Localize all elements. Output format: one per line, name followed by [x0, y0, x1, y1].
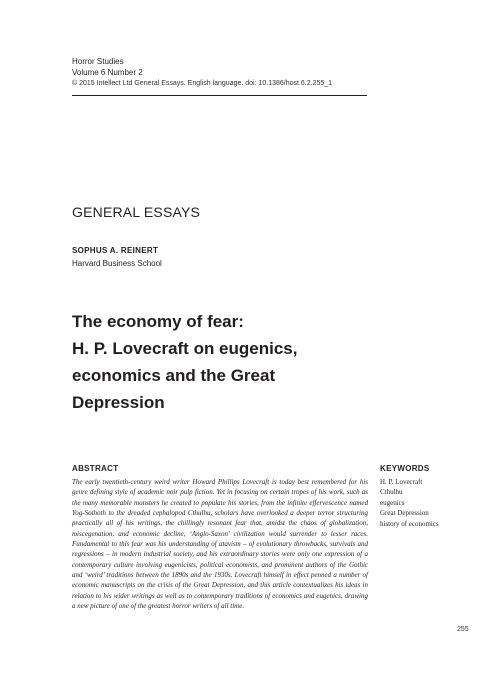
author-affiliation: Harvard Business School [72, 259, 162, 268]
author-name: SOPHUS A. REINERT [72, 246, 159, 255]
abstract-text: The early twentieth-century weird writer Howard Phillips Lovecraft is today best remembered for his genre defining style of academic noir pulp fiction. Yet in focusing on certain tropes of his work, such as the many memorable monsters he created to populate his stories, from the infinite effervescence named Yog-Sothoth to the dreaded cephalopod Cthulhu, scholars have overlooked a deeper terror structuring practically all of his writings, the chillingly resonant fear that, amidst the chaos of globalization, miscegenation, and economic decline, ‘Anglo-Saxon’ civilization would surrender to lesser races. Fundamental to this fear was his understanding of atavism – of evolutionary throwbacks, survivals and regressions – in modern industrial society, and his extraordinary stories were only one expression of a contemporary culture involving eugenicists, political economists, and prominent authors of the Gothic and ‘weird’ traditions between the 1890s and the 1930s. Lovecraft himself in effect penned a number of economic manuscripts on the crisis of the Great Depression, and this article contextualizes his ideas in relation to his wider writings as well as to contemporary traditions of economics and eugenics, drawing a new picture of one of the greatest horror writers of all time. [72, 478, 368, 611]
copyright-doi: © 2015 Intellect Ltd General Essays. English language. doi: 10.1386/host.6.2.255_1 [72, 80, 333, 87]
title-line: Depression [72, 393, 165, 412]
title-line: H. P. Lovecraft on eugenics, [72, 339, 298, 358]
keyword-item: H. P. Lovecraft [380, 478, 423, 486]
section-label: GENERAL ESSAYS [72, 204, 201, 220]
keywords-heading: KEYWORDS [380, 464, 430, 473]
abstract-heading: ABSTRACT [72, 464, 119, 473]
title-line: economics and the Great [72, 366, 276, 385]
keyword-item: eugenics [380, 498, 405, 507]
keyword-item: Cthulhu [380, 488, 403, 497]
page-number: 255 [457, 626, 469, 633]
journal-title: Horror Studies [72, 57, 124, 66]
keyword-item: Great Depression [380, 509, 429, 518]
journal-volume: Volume 6 Number 2 [72, 68, 143, 77]
header-rule [72, 95, 367, 96]
keywords-list [380, 477, 439, 529]
keyword-item: history of economics [380, 519, 439, 528]
article-title [72, 308, 392, 416]
title-line: The economy of fear: [72, 312, 244, 331]
journal-header [72, 56, 372, 89]
